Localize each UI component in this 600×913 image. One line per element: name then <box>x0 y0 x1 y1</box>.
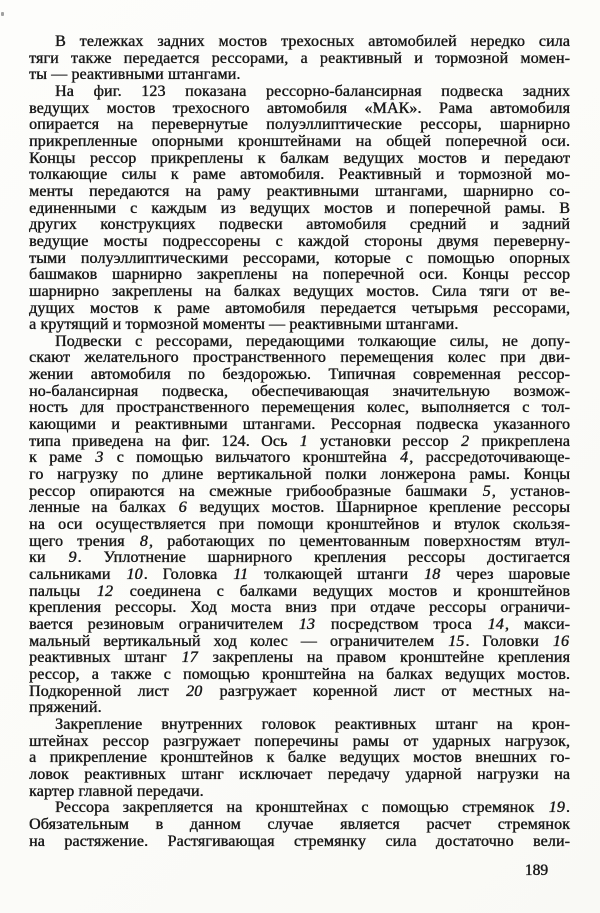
text-line: на растяжение. Растягивающая стремянку сила достаточно вели- <box>29 832 570 850</box>
figure-ref-italic: 3 <box>95 449 104 467</box>
text-line: Подвески с рессорами, передающими толкающие силы, не допу- <box>55 332 570 350</box>
text-line: башмаков шарнирно закреплены на поперечной оси. Концы рессор <box>29 266 570 284</box>
text-line: ность для пространственного перемещения колес, выполняется с тол- <box>29 399 570 417</box>
text-line: жении автомобиля по бездорожью. Типичная современная рессор- <box>29 366 570 384</box>
text-line: толкающие силы к раме автомобиля. Реактивный и тормозной мо- <box>29 166 570 184</box>
text-line: прикрепленные опорными кронштейнами на общей поперечной оси. <box>29 132 570 150</box>
text-line: но-балансирная подвеска, обеспечивающая значительную возмож- <box>29 382 570 400</box>
text-line: ведущих мостов трехосного автомобиля «МАК». Рама автомобиля <box>29 99 570 117</box>
text-line: других конструкциях подвески автомобиля средний и задний <box>29 216 570 234</box>
figure-ref-italic: 11 <box>233 566 249 583</box>
figure-ref-italic: 14 <box>487 615 504 633</box>
paragraph-5 <box>29 800 570 850</box>
text-line: рессор, а также с помощью кронштейна на балках ведущих мостов. <box>29 665 570 683</box>
text-line: На фиг. 123 показана рессорно-балансирная подвеска задних <box>55 82 570 100</box>
figure-ref-italic: 17 <box>181 649 198 667</box>
text-line: скают желательного пространственного перемещения колес при дви- <box>29 349 570 367</box>
figure-ref-italic: 16 <box>552 632 569 650</box>
figure-ref-italic: 9 <box>68 549 77 567</box>
text-line: крепления рессоры. Ход моста вниз при отдаче рессоры ограничи- <box>29 599 570 617</box>
text-line: Подкоренной лист 20 разгружает коренной лист от местных на- <box>29 682 570 700</box>
figure-ref-italic: 10 <box>126 566 143 583</box>
figure-ref-italic: 4 <box>400 449 409 467</box>
text-line: Закрепление внутренних головок реактивных штанг на крон- <box>55 715 570 733</box>
figure-ref-italic: 1 <box>299 432 308 450</box>
text-line: ленные на балках 6 ведущих мостов. Шарнирное крепление рессоры <box>29 499 570 517</box>
text-line: менты передаются на раму реактивными штангами, шарнирно со- <box>29 182 570 200</box>
paragraph-2 <box>29 84 570 334</box>
text-line: на оси осуществляется при помощи кронштейнов и втулок скользя- <box>29 516 570 534</box>
text-line: единенными с каждым из ведущих мостов и поперечной рамы. В <box>29 199 570 217</box>
text-line: а крутящий и тормозной моменты — реактивными штангами. <box>29 316 459 334</box>
text-line: шарнирно закреплены на балках ведущих мостов. Сила тяги от ве- <box>29 282 570 300</box>
text-line: тыми полуэллиптическими рессорами, которые с помощью опорных <box>29 249 570 267</box>
text-line: пальцы 12 соединена с балками ведущих мостов и кронштейнов <box>29 582 570 600</box>
text-line: вается резиновым ограничителем 13 посредством троса 14, макси- <box>29 615 570 633</box>
figure-ref-italic: 8 <box>139 532 148 550</box>
figure-ref-italic: 12 <box>96 582 114 600</box>
paragraph-1 <box>29 34 570 84</box>
figure-ref-italic: 6 <box>178 499 187 517</box>
text-line: ки 9. Уплотнение шарнирного крепления рессоры достигается <box>29 549 570 567</box>
text-line: ведущие мосты подрессорены с каждой стороны двумя переверну- <box>29 232 570 250</box>
text-line: рессор опираются на смежные грибообразные башмаки 5, установ- <box>29 482 570 500</box>
text-line: а прикрепление кронштейнов к балке ведущих мостов внешних го- <box>29 749 570 767</box>
text-line: картер главной передачи. <box>29 782 204 800</box>
text-line: пряжений. <box>29 699 102 717</box>
page-number: 189 <box>524 862 548 880</box>
figure-ref-italic: 2 <box>460 432 470 450</box>
text-line: штейнах рессор разгружает поперечины рамы от ударных нагрузок, <box>29 732 570 750</box>
text-line: В тележках задних мостов трехосных автомобилей нередко сила <box>55 33 570 50</box>
text-line: реактивных штанг 17 закреплены на правом кронштейне крепления <box>29 649 570 667</box>
text-line: Обязательным в данном случае является расчет стремянок <box>29 815 570 833</box>
text-line: Концы рессор прикреплены к балкам ведущих мостов и передают <box>29 149 570 167</box>
figure-ref-italic: 20 <box>185 682 203 700</box>
body-text <box>29 34 570 850</box>
text-line: щего трения 8, работающих по цементованным поверхностям втул- <box>29 532 570 550</box>
text-line: го нагрузку по длине вертикальной полки лонжерона рамы. Концы <box>29 466 570 484</box>
figure-ref-italic: 15 <box>448 632 465 650</box>
scan-speck <box>1 12 4 16</box>
text-line: ловок реактивных штанг исключает передачу ударной нагрузки на <box>29 765 570 783</box>
text-line: типа приведена на фиг. 124. Ось 1 установки рессор 2 прикреплена <box>29 432 570 450</box>
text-line: к раме 3 с помощью вильчатого кронштейна 4, рассредоточивающе- <box>29 449 570 467</box>
text-line: мальный вертикальный ход колес — ограничителем 15. Головки 16 <box>29 632 569 650</box>
text-line: опирается на перевернутые полуэллиптические рессоры, шарнирно <box>29 116 570 134</box>
text-line: тяги также передается рессорами, а реактивный и тормозной момен- <box>29 49 570 67</box>
text-line: кающими и реактивными штангами. Рессорная подвеска указанного <box>29 416 570 434</box>
text-line: Рессора закрепляется на кронштейнах с помощью стремянок 19. <box>55 799 570 817</box>
text-line: ты — реактивными штангами. <box>29 66 241 84</box>
figure-ref-italic: 13 <box>298 615 315 633</box>
text-line: сальниками 10. Головка 11 толкающей штанги 18 через шаровые <box>29 566 570 583</box>
figure-ref-italic: 18 <box>423 566 441 583</box>
text-line: дущих мостов к раме автомобиля передается четырьмя рессорами, <box>29 299 570 317</box>
figure-ref-italic: 19 <box>548 799 565 817</box>
paragraph-4 <box>29 717 570 800</box>
paragraph-3 <box>29 334 570 717</box>
figure-ref-italic: 5 <box>482 482 491 500</box>
